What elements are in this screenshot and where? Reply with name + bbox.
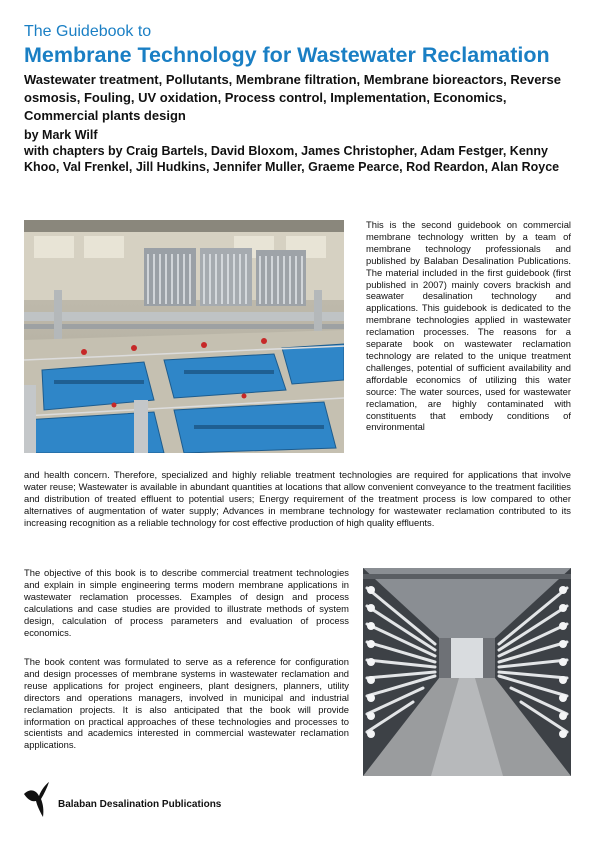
main-title: Membrane Technology for Wastewater Reclamation xyxy=(24,43,550,67)
intro-paragraph-continued: and health concern. Therefore, specialized and highly reliable treatment technologies are required for applications that involve water reuse; Wastewater is available in abundant quantities at locations that allow convenient conveyance to the treatment facilities and distribution of treated effluent to potential users; Energy requirement of the treatment process is low compared to other alternatives of augmentation of water supply; Advances in membrane technology for wastewater reclamation contributed to its increasing recognition as a reliable technology for cost effective production of high quality effluents. xyxy=(24,469,571,528)
audience-paragraph: The book content was formulated to serve as a reference for configuration and design processes of membrane systems in wastewater reclamation and reuse applications for project engineers, plant designers, planners, utility directors and operations managers, involved in municipal and industrial reclamation projects. It is also anticipated that the book will provide information on practical approaches of these technologies and processes to scientists and academics interested in commercial wastewater reclamation applications. xyxy=(24,656,349,751)
subtitle: Wastewater treatment, Pollutants, Membrane filtration, Membrane bioreactors, Reverse osmosis, Fouling, UV oxidation, Process control, Implementation, Economics, Commercial plants design xyxy=(24,72,561,123)
treatment-plant-photo xyxy=(24,220,344,453)
intro-paragraph-right: This is the second guidebook on commercial membrane technology written by a team of membrane technology professionals and published by Balaban Desalination Publications. The material included in the first guidebook (first published in 2007) mainly covers brackish and seawater desalination technology and applications. This guidebook is dedicated to the membrane technologies applied in wastewater reclamation processes. The reasons for a separate book on wastewater reclamation technology are related to the unique treatment challenges, potential of sufficient availability and affordable economics of utilizing this water source: The water sources, used for wastewater reclamation, are highly contaminated with constituents that embody conditions of environmental xyxy=(366,219,571,433)
eyebrow-title: The Guidebook to xyxy=(24,23,152,40)
publisher-name: Balaban Desalination Publications xyxy=(58,799,222,810)
author-line: by Mark Wilf xyxy=(24,128,98,142)
bird-logo-icon xyxy=(22,780,50,818)
membrane-racks-photo xyxy=(363,568,571,776)
objective-paragraph: The objective of this book is to describe commercial treatment technologies and explain in simple engineering terms modern membrane applications in wastewater reclamation processes. Examples of design and process calculations and case studies are provided to illustrate methods of system design, calculation of process parameters and evaluation of process economics. xyxy=(24,567,349,638)
contributors: with chapters by Craig Bartels, David Bloxom, James Christopher, Adam Festger, Kenny Khoo, Val Frenkel, Jill Hudkins, Jennifer Muller, Graeme Pearce, Rod Reardon, Alan Royce xyxy=(24,144,560,174)
publisher-block xyxy=(22,780,282,820)
